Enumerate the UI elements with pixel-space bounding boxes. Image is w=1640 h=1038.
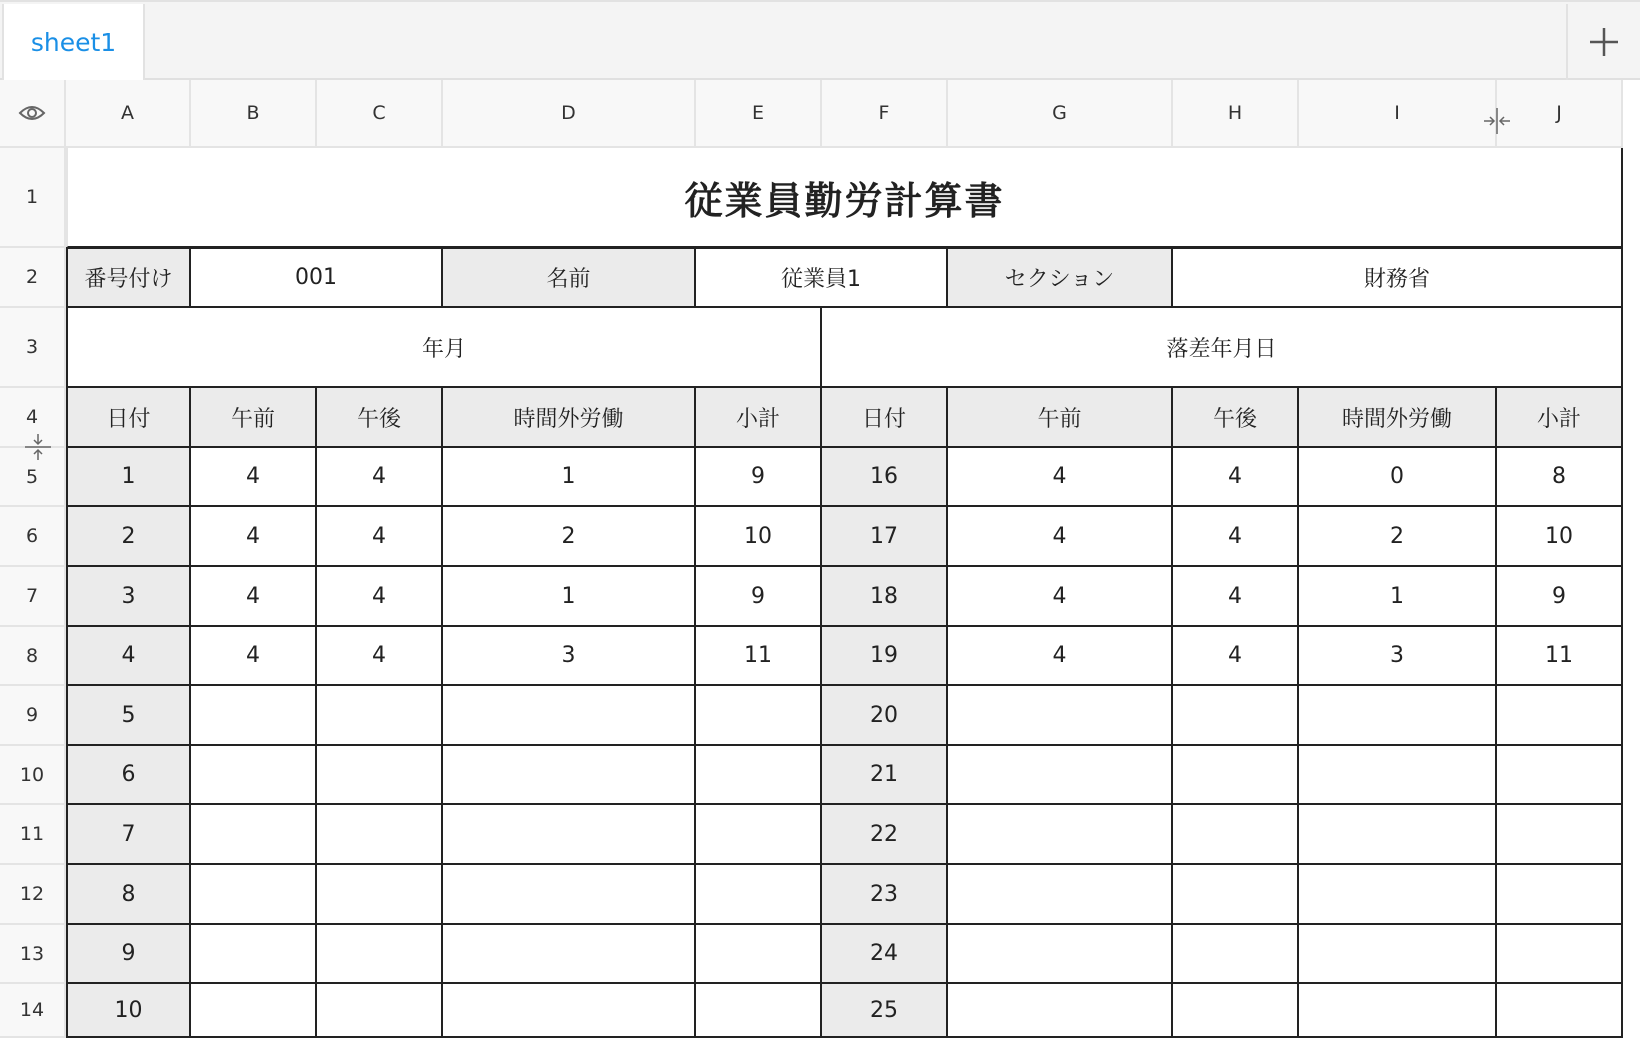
table-cell-text: 4: [1228, 523, 1242, 549]
column-header-j-text: J: [1556, 102, 1562, 124]
table-cell-text: 4: [1052, 583, 1067, 609]
table-cell-text: 22: [870, 821, 898, 847]
column-header-f-text: F: [878, 102, 890, 124]
table-cell[interactable]: [696, 984, 822, 1038]
column-header-a-text: A: [121, 102, 134, 124]
table-cell[interactable]: [443, 805, 696, 865]
table-cell[interactable]: [1497, 984, 1623, 1038]
table-cell-text: 4: [1052, 643, 1067, 668]
table-cell-text: 4: [372, 523, 386, 549]
table-header-left-0-text: 日付: [106, 406, 151, 432]
table-cell[interactable]: [1299, 507, 1497, 567]
table-cell[interactable]: [1299, 805, 1497, 865]
sheet-tab-bar: [0, 0, 1640, 80]
table-cell[interactable]: [66, 567, 191, 627]
table-cell-text: 9: [1552, 583, 1566, 609]
table-cell[interactable]: [822, 746, 948, 805]
sheet-tab-sheet1[interactable]: [2, 4, 145, 80]
column-header-d-text: D: [561, 102, 576, 124]
table-cell[interactable]: [696, 567, 822, 627]
column-header-a[interactable]: [66, 80, 191, 148]
table-header-left-2-text: 午後: [356, 406, 401, 432]
table-cell[interactable]: [443, 686, 696, 746]
row-header-2-text: 2: [25, 266, 39, 288]
table-cell-text: 0: [1390, 464, 1404, 489]
row-header-13-text: 13: [19, 942, 45, 965]
info-section-value[interactable]: [1173, 248, 1623, 308]
table-cell[interactable]: [1173, 746, 1299, 805]
table-header-left-3[interactable]: [443, 388, 696, 448]
info-number-value[interactable]: [191, 248, 443, 308]
table-cell-text: 4: [246, 643, 260, 668]
plus-icon: [1589, 27, 1619, 57]
select-all-corner[interactable]: [0, 80, 66, 148]
row-header-3-text: 3: [25, 336, 39, 358]
info-number-label-text: 番号付け: [84, 266, 173, 292]
row-header-12-text: 12: [19, 883, 45, 905]
column-header-c-text: C: [372, 102, 386, 124]
row-header-1-text: 1: [25, 186, 39, 208]
column-header-g-text: G: [1052, 102, 1067, 124]
table-cell[interactable]: [822, 567, 948, 627]
table-cell[interactable]: [66, 448, 191, 507]
info-section-label-text: セクション: [1004, 266, 1115, 292]
table-cell[interactable]: [948, 448, 1173, 507]
table-header-left-0[interactable]: [66, 388, 191, 448]
table-cell-text: 17: [870, 523, 898, 549]
table-cell[interactable]: [696, 507, 822, 567]
table-cell-text: 1: [121, 464, 136, 489]
table-cell[interactable]: [66, 507, 191, 567]
table-cell[interactable]: [317, 865, 443, 925]
table-cell[interactable]: [822, 627, 948, 686]
table-cell[interactable]: [191, 805, 317, 865]
table-cell[interactable]: [191, 984, 317, 1038]
row-header-6[interactable]: [0, 507, 66, 567]
table-cell-text: 11: [744, 643, 772, 668]
table-cell[interactable]: [66, 686, 191, 746]
table-cell-text: 24: [870, 941, 898, 966]
table-cell-text: 20: [870, 702, 898, 728]
table-cell[interactable]: [1299, 686, 1497, 746]
table-cell-text: 11: [1545, 643, 1573, 668]
table-cell[interactable]: [317, 507, 443, 567]
table-cell[interactable]: [443, 507, 696, 567]
table-cell[interactable]: [1299, 567, 1497, 627]
info-number-value-text: 001: [295, 264, 337, 290]
table-cell[interactable]: [1497, 627, 1623, 686]
table-cell[interactable]: [696, 865, 822, 925]
table-cell-text: 2: [561, 523, 576, 549]
column-header-b[interactable]: [191, 80, 317, 148]
table-cell-text: 4: [1052, 464, 1067, 489]
column-header-i-text: I: [1394, 102, 1400, 124]
table-cell[interactable]: [822, 865, 948, 925]
table-header-left-1-text: 午前: [230, 406, 275, 432]
table-cell[interactable]: [1299, 448, 1497, 507]
column-header-b-text: B: [246, 102, 260, 124]
table-cell-text: 4: [372, 643, 386, 668]
table-cell[interactable]: [696, 746, 822, 805]
info-section-value-text: 財務省: [1363, 266, 1430, 292]
table-cell-text: 3: [1390, 643, 1404, 668]
table-cell-text: 1: [1390, 583, 1404, 609]
table-cell-text: 4: [1052, 523, 1067, 549]
table-cell-text: 10: [744, 523, 772, 549]
table-cell[interactable]: [1299, 865, 1497, 925]
table-header-right-1[interactable]: [948, 388, 1173, 448]
table-cell-text: 8: [1552, 464, 1566, 489]
table-cell-text: 4: [246, 464, 260, 489]
table-cell[interactable]: [1299, 746, 1497, 805]
table-cell-text: 9: [751, 583, 765, 609]
row-header-14[interactable]: [0, 984, 66, 1038]
row-header-8[interactable]: [0, 627, 66, 686]
table-cell-text: 19: [870, 643, 898, 668]
table-cell[interactable]: [1497, 507, 1623, 567]
table-cell[interactable]: [191, 686, 317, 746]
table-cell-text: 4: [372, 583, 386, 609]
table-cell[interactable]: [696, 805, 822, 865]
table-cell[interactable]: [191, 507, 317, 567]
sheet-title-text: 従業員勤労計算書: [684, 178, 1005, 223]
table-cell-text: 9: [751, 464, 765, 489]
table-cell-text: 23: [870, 881, 898, 907]
row-header-5-text: 5: [25, 465, 39, 488]
table-header-left-4-text: 小計: [735, 406, 780, 432]
table-header-right-1-text: 午前: [1037, 406, 1082, 432]
table-cell[interactable]: [822, 507, 948, 567]
group-header-left-text: 年月: [421, 336, 466, 362]
table-cell[interactable]: [696, 627, 822, 686]
row-header-3[interactable]: [0, 308, 66, 388]
sheet-tab-label: sheet1: [30, 27, 117, 57]
sheet-title[interactable]: [66, 148, 1623, 248]
column-resize-icon[interactable]: [1482, 107, 1512, 139]
table-cell[interactable]: [191, 865, 317, 925]
table-cell[interactable]: [1497, 925, 1623, 984]
table-header-right-3[interactable]: [1299, 388, 1497, 448]
row-header-13[interactable]: [0, 925, 66, 984]
column-header-e[interactable]: [696, 80, 822, 148]
table-cell-text: 2: [1390, 523, 1404, 549]
table-cell[interactable]: [1497, 686, 1623, 746]
table-cell-text: 10: [114, 997, 143, 1023]
table-cell[interactable]: [696, 686, 822, 746]
row-header-7-text: 7: [25, 585, 39, 607]
column-header-c[interactable]: [317, 80, 443, 148]
table-cell-text: 4: [246, 583, 260, 609]
add-sheet-button[interactable]: [1566, 4, 1640, 80]
table-cell-text: 16: [870, 464, 898, 489]
table-cell[interactable]: [191, 925, 317, 984]
eye-icon[interactable]: [18, 104, 46, 122]
table-cell[interactable]: [317, 448, 443, 507]
table-cell[interactable]: [191, 567, 317, 627]
table-cell[interactable]: [317, 984, 443, 1038]
table-cell[interactable]: [443, 627, 696, 686]
table-cell[interactable]: [822, 925, 948, 984]
row-header-8-text: 8: [25, 644, 39, 667]
table-cell[interactable]: [948, 984, 1173, 1038]
column-header-h-text: H: [1227, 102, 1243, 124]
table-cell[interactable]: [443, 925, 696, 984]
table-cell[interactable]: [1299, 984, 1497, 1038]
table-cell[interactable]: [1173, 448, 1299, 507]
column-header-j[interactable]: [1497, 80, 1623, 148]
table-header-left-2[interactable]: [317, 388, 443, 448]
table-cell[interactable]: [1497, 746, 1623, 805]
table-cell-text: 3: [561, 643, 576, 668]
table-cell-text: 4: [121, 643, 136, 668]
table-cell[interactable]: [822, 805, 948, 865]
row-header-10[interactable]: [0, 746, 66, 805]
table-cell[interactable]: [948, 567, 1173, 627]
table-cell[interactable]: [948, 865, 1173, 925]
table-cell-text: 25: [870, 997, 898, 1023]
table-cell-text: 4: [372, 464, 386, 489]
table-header-left-1[interactable]: [191, 388, 317, 448]
table-cell[interactable]: [443, 567, 696, 627]
row-header-1[interactable]: [0, 148, 66, 248]
table-cell-text: 6: [121, 762, 136, 787]
table-header-right-2-text: 午後: [1212, 406, 1257, 432]
table-cell-text: 1: [561, 583, 576, 609]
table-cell-text: 1: [561, 464, 576, 489]
table-cell[interactable]: [1497, 805, 1623, 865]
table-cell[interactable]: [822, 686, 948, 746]
group-header-right-text: 落差年月日: [1166, 336, 1277, 362]
table-cell[interactable]: [822, 448, 948, 507]
table-cell-text: 21: [870, 762, 898, 787]
table-header-right-4[interactable]: [1497, 388, 1623, 448]
info-name-value[interactable]: [696, 248, 948, 308]
table-cell[interactable]: [1173, 507, 1299, 567]
table-cell[interactable]: [191, 627, 317, 686]
column-header-d[interactable]: [443, 80, 696, 148]
column-header-h[interactable]: [1173, 80, 1299, 148]
table-cell[interactable]: [1173, 567, 1299, 627]
column-header-i[interactable]: [1299, 80, 1497, 148]
table-cell-text: 5: [121, 702, 136, 728]
table-cell[interactable]: [443, 448, 696, 507]
row-header-12[interactable]: [0, 865, 66, 925]
row-header-9-text: 9: [25, 704, 39, 726]
column-header-f[interactable]: [822, 80, 948, 148]
table-header-right-3-text: 時間外労働: [1341, 406, 1452, 432]
table-cell[interactable]: [1299, 925, 1497, 984]
table-cell[interactable]: [1173, 865, 1299, 925]
table-header-right-0-text: 日付: [861, 406, 906, 432]
table-cell[interactable]: [1497, 448, 1623, 507]
table-cell[interactable]: [1497, 865, 1623, 925]
table-cell-text: 4: [246, 523, 260, 549]
table-cell[interactable]: [191, 448, 317, 507]
table-header-right-2[interactable]: [1173, 388, 1299, 448]
table-cell[interactable]: [1173, 984, 1299, 1038]
table-cell[interactable]: [66, 627, 191, 686]
table-cell-text: 8: [121, 881, 136, 907]
table-cell[interactable]: [1173, 805, 1299, 865]
row-header-7[interactable]: [0, 567, 66, 627]
table-cell[interactable]: [443, 865, 696, 925]
table-cell[interactable]: [317, 746, 443, 805]
table-cell-text: 3: [121, 583, 136, 609]
group-header-right[interactable]: [822, 308, 1623, 388]
row-resize-icon[interactable]: [24, 432, 52, 466]
table-cell[interactable]: [1299, 627, 1497, 686]
group-header-left[interactable]: [66, 308, 822, 388]
info-name-label[interactable]: [443, 248, 696, 308]
table-header-right-4-text: 小計: [1536, 406, 1581, 432]
table-cell[interactable]: [1173, 925, 1299, 984]
row-header-9[interactable]: [0, 686, 66, 746]
table-cell-text: 4: [1228, 583, 1242, 609]
row-header-4-text: 4: [25, 406, 39, 428]
table-cell[interactable]: [948, 746, 1173, 805]
table-header-left-4[interactable]: [696, 388, 822, 448]
table-cell[interactable]: [948, 507, 1173, 567]
table-cell[interactable]: [1173, 627, 1299, 686]
table-cell[interactable]: [66, 984, 191, 1038]
table-cell[interactable]: [66, 865, 191, 925]
column-header-e-text: E: [751, 102, 764, 124]
table-cell-text: 10: [1545, 523, 1573, 549]
row-header-14-text: 14: [19, 999, 45, 1021]
table-cell-text: 9: [121, 941, 136, 966]
table-cell-text: 18: [870, 583, 898, 609]
info-number-label[interactable]: [66, 248, 191, 308]
info-name-label-text: 名前: [546, 266, 591, 292]
table-cell[interactable]: [948, 627, 1173, 686]
table-cell[interactable]: [317, 805, 443, 865]
row-header-11[interactable]: [0, 805, 66, 865]
table-cell[interactable]: [317, 567, 443, 627]
table-cell[interactable]: [1497, 567, 1623, 627]
table-cell[interactable]: [443, 984, 696, 1038]
column-header-g[interactable]: [948, 80, 1173, 148]
table-cell[interactable]: [948, 805, 1173, 865]
table-cell[interactable]: [443, 746, 696, 805]
table-cell[interactable]: [696, 448, 822, 507]
table-top-border: [66, 247, 1623, 249]
table-cell-text: 4: [1228, 643, 1242, 668]
table-cell-text: 4: [1228, 464, 1242, 489]
table-cell[interactable]: [66, 805, 191, 865]
table-cell-text: 7: [121, 821, 136, 847]
row-header-6-text: 6: [25, 525, 39, 547]
info-name-value-text: 従業員1: [781, 266, 861, 292]
table-cell[interactable]: [66, 746, 191, 805]
table-cell[interactable]: [191, 746, 317, 805]
table-header-left-3-text: 時間外労働: [513, 406, 624, 432]
info-section-label[interactable]: [948, 248, 1173, 308]
table-cell[interactable]: [1173, 686, 1299, 746]
table-cell[interactable]: [317, 686, 443, 746]
table-header-right-0[interactable]: [822, 388, 948, 448]
row-header-2[interactable]: [0, 248, 66, 308]
table-cell[interactable]: [317, 925, 443, 984]
table-cell[interactable]: [317, 627, 443, 686]
table-cell[interactable]: [948, 686, 1173, 746]
table-cell[interactable]: [948, 925, 1173, 984]
row-header-10-text: 10: [19, 763, 45, 786]
table-cell[interactable]: [696, 925, 822, 984]
table-cell[interactable]: [822, 984, 948, 1038]
table-cell-text: 2: [121, 523, 136, 549]
row-header-11-text: 11: [19, 823, 45, 845]
table-cell[interactable]: [66, 925, 191, 984]
